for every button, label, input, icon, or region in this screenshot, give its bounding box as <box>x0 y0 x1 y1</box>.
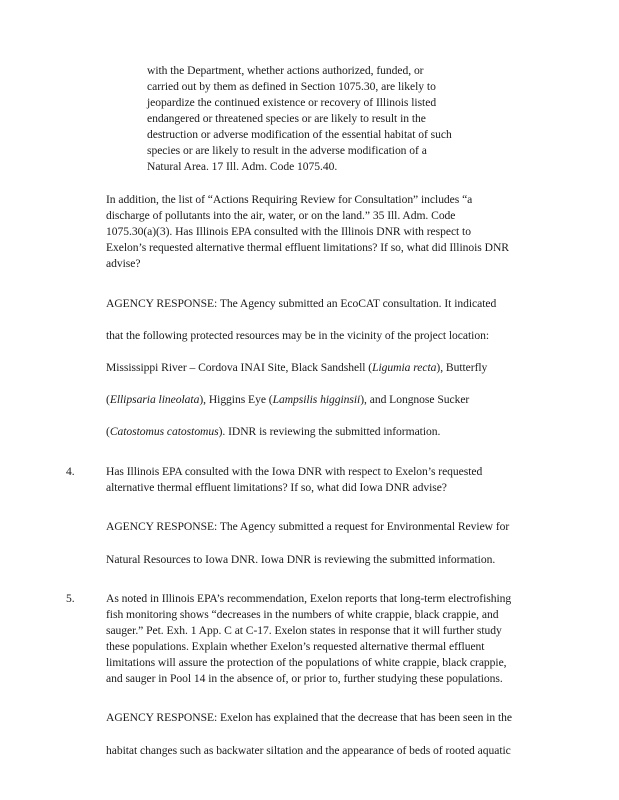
quote-line: carried out by them as defined in Section 1075.30, are likely to <box>147 80 436 93</box>
paragraph-line: advise? <box>106 257 141 270</box>
question-line: and sauger in Pool 14 in the absence of, or prior to, further studying these populations. <box>106 672 503 685</box>
quote-line: endangered or threatened species or are likely to result in the <box>147 112 426 125</box>
question-line: alternative thermal effluent limitations? If so, what did Iowa DNR advise? <box>106 481 447 494</box>
response-line: (Catostomus catostomus). IDNR is reviewing the submitted information. <box>106 425 441 438</box>
response-line: (Ellipsaria lineolata), Higgins Eye (Lampsilis higginsii), and Longnose Sucker <box>106 393 470 406</box>
species-name: Ellipsaria lineolata <box>109 393 200 406</box>
response-line: AGENCY RESPONSE: The Agency submitted a request for Environmental Review for <box>106 520 510 533</box>
response-line: habitat changes such as backwater siltation and the appearance of beds of rooted aquatic <box>106 744 511 757</box>
question-line: Has Illinois EPA consulted with the Iowa DNR with respect to Exelon’s requested <box>106 465 483 478</box>
question-line: sauger.” Pet. Exh. 1 App. C at C-17. Exelon states in response that it will further study <box>106 624 502 637</box>
species-name: Ligumia recta <box>372 361 437 374</box>
response-line: that the following protected resources may be in the vicinity of the project location: <box>106 329 490 342</box>
question-number: 4. <box>66 465 75 478</box>
quote-line: destruction or adverse modification of the essential habitat of such <box>147 128 452 141</box>
quote-line: species or are likely to result in the adverse modification of a <box>147 144 427 157</box>
paragraph-line: discharge of pollutants into the air, water, or on the land.” 35 Ill. Adm. Code <box>106 209 456 222</box>
response-line: AGENCY RESPONSE: Exelon has explained that the decrease that has been seen in the <box>106 711 513 724</box>
species-name: Lampsilis higginsii <box>272 393 361 406</box>
quote-line: with the Department, whether actions authorized, funded, or <box>147 64 424 77</box>
response-line: Mississippi River – Cordova INAI Site, Black Sandshell (Ligumia recta), Butterfly <box>106 361 488 374</box>
quote-line: jeopardize the continued existence or recovery of Illinois listed <box>147 96 437 109</box>
question-number: 5. <box>66 592 75 605</box>
paragraph-line: 1075.30(a)(3). Has Illinois EPA consulted with the Illinois DNR with respect to <box>106 225 471 238</box>
question-line: fish monitoring shows “decreases in the numbers of white crappie, black crappie, and <box>106 608 499 621</box>
response-line: Natural Resources to Iowa DNR. Iowa DNR is reviewing the submitted information. <box>106 553 496 566</box>
question-line: these populations. Explain whether Exelon’s requested alternative thermal effluent <box>106 640 485 653</box>
paragraph-line: In addition, the list of “Actions Requiring Review for Consultation” includes “a <box>106 193 473 206</box>
response-line: AGENCY RESPONSE: The Agency submitted an EcoCAT consultation. It indicated <box>106 297 497 310</box>
species-name: Catostomus catostomus <box>109 425 219 438</box>
paragraph-line: Exelon’s requested alternative thermal effluent limitations? If so, what did Illinois DNR <box>106 241 509 254</box>
quote-line: Natural Area. 17 Ill. Adm. Code 1075.40. <box>147 160 338 173</box>
question-line: As noted in Illinois EPA’s recommendation, Exelon reports that long-term electrofishing <box>106 592 512 605</box>
question-line: limitations will assure the protection of the populations of white crappie, black crappie, <box>106 656 507 669</box>
